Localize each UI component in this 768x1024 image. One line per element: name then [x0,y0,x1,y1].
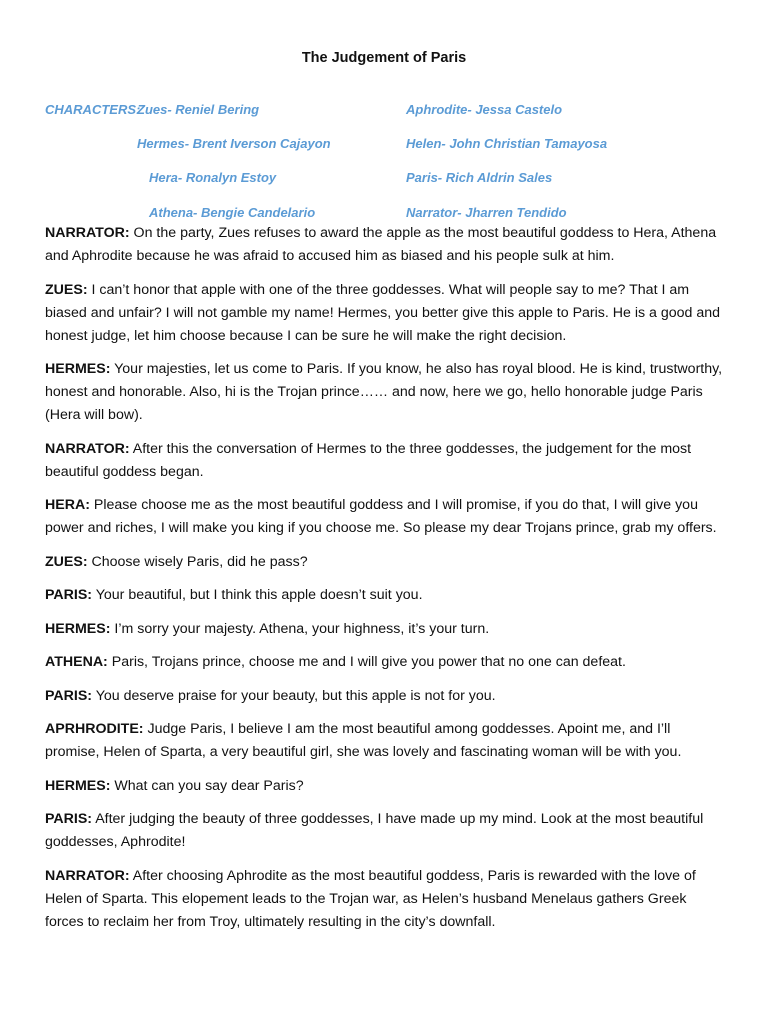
dialogue-line [45,551,725,574]
speaker-name: PARIS: [45,811,93,827]
cast-item: Athena- Bengie Candelario [149,205,316,220]
speaker-name: HERMES: [45,620,111,637]
dialogue-text: Your majesties, let us come to Paris. If you know, he also has royal blood. He is kind, trustworthy, honest and honorable. Also, hi is the Trojan prince…… and now, here we go, hello honorable judge Paris (Hera will bow). [45,361,723,423]
dialogue-text: You deserve praise for your beauty, but this apple is not for you. [92,687,496,704]
speaker-name: PARIS: [45,587,93,603]
speaker-name: HERMES: [45,777,111,794]
dialogue-line [45,618,725,641]
speaker-name: ATHENA: [45,654,108,670]
dialogue-line [45,718,725,764]
dialogue-line [45,279,725,348]
script-body [45,222,725,944]
dialogue-line [45,865,725,934]
cast-item: Hermes- Brent Iverson Cajayon [137,136,331,151]
dialogue-line [45,438,725,484]
dialogue-line [45,358,725,427]
cast-item: Hera- Ronalyn Estoy [149,170,277,185]
speaker-name: HERMES: [45,361,111,377]
cast-item: Helen- John Christian Tamayosa [406,136,608,151]
speaker-name: APRHRODITE: [45,721,144,737]
dialogue-text: Judge Paris, I believe I am the most beautiful among goddesses. Apoint me, and I’ll promise, Helen of Sparta, a very beautiful girl, she was lovely and fascinating woman will be with you. [45,721,682,760]
speaker-name: HERA: [45,497,90,513]
cast-item: Narrator- Jharren Tendido [406,205,567,220]
dialogue-text: Your beautiful, but I think this apple doesn’t suit you. [92,587,423,603]
dialogue-text: After choosing Aphrodite as the most beautiful goddess, Paris is rewarded with the love of Helen of Sparta. This elopement leads to the Trojan war, as Helen’s husband Menelaus gathers Greek forces to reclaim her from Troy, ultimately resulting in the city’s downfall. [45,867,696,930]
speaker-name: PARIS: [45,687,93,704]
dialogue-text: Please choose me as the most beautiful goddess and I will promise, if you do that, I will give you power and riches, I will make you king if you choose me. So please my dear Trojans prince, grab my offers. [45,497,717,536]
speaker-name: NARRATOR: [45,440,130,457]
dialogue-text: I’m sorry your majesty. Athena, your highness, it’s your turn. [110,620,490,637]
dialogue-line [45,222,725,268]
cast-item: Zues- Reniel Bering [137,102,260,117]
cast-item: Aphrodite- Jessa Castelo [406,102,563,117]
dialogue-line [45,651,725,674]
dialogue-text: Paris, Trojans prince, choose me and I will give you power that no one can defeat. [107,654,626,670]
dialogue-text: What can you say dear Paris? [110,777,304,794]
speaker-name: ZUES: [45,553,88,570]
dialogue-text: On the party, Zues refuses to award the apple as the most beautiful goddess to Hera, Athena and Aphrodite because he was afraid to accused him as biased and his people sulk at him. [45,225,717,264]
characters-label: CHARACTERS: [45,102,141,117]
dialogue-line [45,808,725,854]
dialogue-text: After this the conversation of Hermes to the three goddesses, the judgement for the most beautiful goddess began. [45,440,692,480]
speaker-name: NARRATOR: [45,225,130,241]
dialogue-text: Choose wisely Paris, did he pass? [87,553,308,570]
document-title: The Judgement of Paris [301,50,467,66]
dialogue-text: I can’t honor that apple with one of the three goddesses. What will people say to me? That I am biased and unfair? I will not gamble my name! Hermes, you better give this apple to Paris. He is a good and honest judge, let him choose because I can be sure he will make the right decision. [45,281,721,344]
speaker-name: NARRATOR: [45,867,130,884]
dialogue-text: After judging the beauty of three goddesses, I have made up my mind. Look at the most beautiful goddesses, Aphrodite! [45,811,704,850]
dialogue-line [45,775,725,798]
cast-item: Paris- Rich Aldrin Sales [406,170,553,185]
speaker-name: ZUES: [45,281,88,298]
dialogue-line [45,584,725,607]
dialogue-line [45,494,725,540]
dialogue-line [45,685,725,708]
